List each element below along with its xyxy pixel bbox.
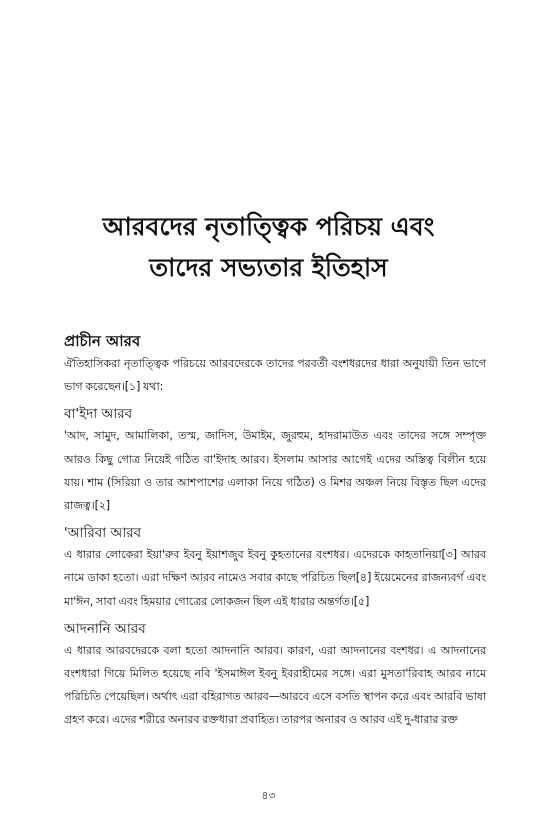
page-number: ৪৩ [261,789,276,802]
section-ariba-arabs [64,523,486,613]
sub-heading: আদনানি আরব [64,620,146,637]
section-ancient-arabs [64,330,486,398]
chapter-title-line-1: আরবদের নৃতাত্ত্বিক পরিচয় এবং [102,212,435,241]
section-baida-arabs [64,404,486,517]
section-heading: প্রাচীন আরব [64,332,141,350]
chapter-title-line-2: তাদের সভ্যতার ইতিহাস [149,253,388,282]
section-adnani-arabs [64,619,486,732]
section-paragraph: ঐতিহাসিকরা নৃতাত্ত্বিক পরিচয়ে আরবদেরকে তাদের পরবর্তী বংশধরদের ধারা অনুযায়ী তিন ভাগে ভাগ করেছেন।[১] যথা: [64,357,486,394]
page-body [64,330,486,732]
sub-heading: 'আরিবা আরব [64,525,142,542]
section-paragraph: এ ধারার লোকেরা ইয়া'রুব ইবনু ইয়াশজুব ইবনু কুহতানের বংশধর। এদেরকে কাহতানিয়া[৩] আরব নামে ডাকা হতো। এরা দক্ষিণ আরব নামেও সবার কাছে পরিচিত ছিল[৪] ইয়েমেনের রাজন্যবর্গ এবং মা'ঈন, সাবা এবং হিময়ার গোত্রের লোকজন ছিল এই ধারার অন্তর্গত।[৫] [64,548,486,608]
section-paragraph: এ ধারার আরবদেরকে বলা হতো আদনানি আরব। কারণ, এরা আদনানের বংশধর। এ আদনানের বংশধারা গিয়ে মিলিত হয়েছে নবি 'ইসমাঈল ইবনু ইবরাহীমের সঙ্গে। এরা মুসতা'রিবাহ আরব নামে পরিচিতি পেয়েছিল। অর্থাৎ এরা বহিরাগত আরব—আরবে এসে বসতি স্থাপন করে এবং আরবি ভাষা গ্রহণ করে। এদের শরীরে অনারব রক্তধারা প্রবাহিত। তারপর অনারব ও আরব এই দু-ধারার রক্ত [64,643,486,727]
section-paragraph: 'আদ, সামুদ, আমালিকা, তস্ম, জাদিস, উমাইম, জুরহুম, হাদরামাউত এবং তাদের সঙ্গে সম্পৃক্ত আরও কিছু গোত্র নিয়েই গঠিত বা'ইদাহ আরব। ইসলাম আসার আগেই এদের অস্তিত্ব বিলীন হয়ে যায়। শাম (সিরিয়া ও তার আশপাশের এলাকা নিয়ে গঠিত) ও মিশর অঞ্চল নিয়ে বিস্তৃত ছিল এদের রাজত্ব।[২] [64,429,486,513]
sub-heading: বা'ইদা আরব [64,406,133,423]
